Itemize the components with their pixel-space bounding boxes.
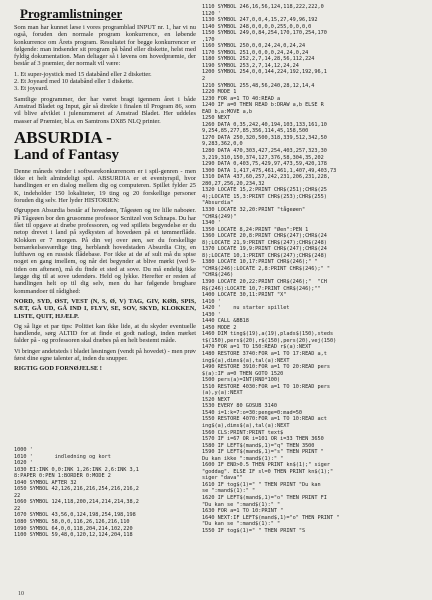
signoff-text: RIGTIG GOD FORNØJELSE ! <box>14 365 102 373</box>
code-line: 1640 NEXT:IF LEFT$(mand$,1)="o" THEN PRINT " <box>202 514 340 521</box>
code-line: 1020 ' <box>14 460 33 467</box>
code-line: 1220 MODE 1 <box>202 89 237 96</box>
code-line: "CHR$(246) <box>202 272 234 279</box>
code-line: 9,254,85,277,85,356,114,45,158,500 <box>202 128 309 135</box>
code-line: 22 <box>14 492 21 499</box>
code-line: 1180 SYMBOL 252,2,7,14,28,56,112,224 <box>202 56 315 63</box>
code-line: 1430 ' <box>202 311 221 318</box>
code-line: 1040 SYMBOL AFTER 32 <box>14 479 77 486</box>
code-line: 1250 NEXT <box>202 115 231 122</box>
code-line: 1410 ' <box>202 298 221 305</box>
article-subtitle: Land of Fantasy <box>14 146 120 163</box>
code-line: 1550 RESTORE 4070:FOR a=1 TO 10:READ act <box>202 416 327 423</box>
code-line: Du kan ikke ":mand$(1):" " <box>202 455 284 462</box>
code-line: siger "dava"" <box>202 475 243 482</box>
code-line: 1290 DATA 0,403,75,429,97,473,59,420,178 <box>202 161 327 168</box>
code-line: 1320 LOCATE 15,2:PRINT CHR$(251);CHR$(25 <box>202 187 327 194</box>
code-line: se ":mand$(1):" " <box>202 488 256 495</box>
code-line: 280,27,256,20,234,32 <box>202 180 265 187</box>
code-line: 1200 SYMBOL 254,0,0,144,224,192,192,96,1 <box>202 69 327 76</box>
intro-article <box>14 24 196 125</box>
code-line: 1460 DIM ting$(19),a(19),plads$(150),steds <box>202 331 334 338</box>
code-line: 1390 LOCATE 20,22:PRINT CHR$(246);" "CH <box>202 278 327 285</box>
code-line: 1050 SYMBOL 42,126,216,216,254,216,216,2 <box>14 486 139 493</box>
code-line: "Absurdia" <box>202 200 234 207</box>
code-line: 1000 ' <box>14 447 33 453</box>
code-line: 1070 SYMBOL 43,56,0,124,198,254,198,198 <box>14 512 136 519</box>
code-line: 1560 CLS:PRINT:PRINT text$ <box>202 429 284 436</box>
code-line: 1010 ' indledning og kort <box>14 453 111 460</box>
prize-item-1: 1. Et super-joystick med 15 databånd eller 2 disketter. <box>14 70 152 78</box>
code-line: "goddag". ELSE IF sl=0 THEN PRINT kn$(1);" <box>202 468 334 475</box>
code-line: 1480 RESTORE 3740:FOR a=1 TO 17:READ a,t <box>202 350 327 357</box>
code-line: "CHR$(246):LOCATE 2,8:PRINT CHR$(246);" " <box>202 265 331 272</box>
code-line: 1210 SYMBOL 255,48,56,240,28,12,14,4 <box>202 82 315 89</box>
code-line: R$(246):LOCATE 10,7:PRINT CHR$(246);"" <box>202 285 321 292</box>
code-line: 1270 DATA 250,320,500,318,339,512,342,50 <box>202 134 327 141</box>
code-line: 1030 EI:INK 0,0:INK 1,26:INK 2,6:INK 3,1 <box>14 466 139 473</box>
code-line: 1140 SYMBOL 248,0,0,0,0,255,0,0,0,0 <box>202 23 312 30</box>
code-line: "Du kan se ":mand$(1):" " <box>202 521 281 528</box>
code-line: 1490 RESTORE 3910:FOR a=1 TO 20:READ pers <box>202 364 331 371</box>
left-column <box>14 6 196 376</box>
code-line: 1500 pers(a)=INT(RND*100) <box>202 377 281 384</box>
code-line: 1420 ' nu starter spillet <box>202 305 290 312</box>
code-line: 1080 SYMBOL 58,0,0,116,26,126,216,110 <box>14 519 130 526</box>
code-line: 1630 FOR a=1 TO 10:PRINT " <box>202 508 284 515</box>
code-line: $(a):IF a=0 THEN GOTO 1520 <box>202 370 284 377</box>
prize-item-3: 3. Et joyeard. <box>14 85 49 93</box>
code-line: 1170 SYMBOL 251,0,0,0,0,24,24,0,24 <box>202 49 309 56</box>
code-line: 8);LOCATE 21,9:PRINT CHR$(247);CHR$(248) <box>202 239 327 246</box>
page-number: 10 <box>18 591 24 597</box>
story-paragraph: Øgruppen Absurdia består af hovedøen, Tågeøen og tre lille naboøer. På Tågeøen bor den grusomme professor Scnitzel von Schnaps. Du har fået til opgave at dræbe professoren, og ved spillets begyndelse er du netop drevet i land på sydkysten af hovedøen på et tømmerflåde. Klokken er 7 morgen. På din vej over øen, ser du forskellige bemærkelsesværdige ting, herblandt hovedstaden Absurdia City, en lufthavn og en russisk flådebase. For ikke at dø af sult må du spise noget en gang imellem, og når det begynder at blive mørkt (ved 9-tiden om aftenen), må du finde et sted at sove. Du må endelig ikke lægge dig til at sove udendørs. Held og lykke. Herefter er resten af handlingen helt op til dig selv, men du har følgende brugbare kommandoer til rådighed: <box>14 207 196 295</box>
code-line: 9,283,362,0,0 <box>202 141 243 148</box>
prize-list <box>14 71 196 93</box>
winner-paragraph: Denne måneds vinder i softwarekonkurrencen er i spil-genren - men ikke et helt almindeligt spil. ABSURDIA er et eventyrspil, hvor handlingen er en dialog mellem dig og computeren. Spillet fylder 25 K, indeholder 150 lokaliteter, 19 ting og 20 forskellige personer foruden dig selv. Her lyder HISTORIEN: <box>14 167 196 205</box>
code-line: 1400 LOCATE 30,11:PRINT "X" <box>202 292 287 299</box>
code-line: 1280 DATA 470,303,427,254,403,257,323,30 <box>202 148 327 155</box>
code-line: 1540 i=1:k=7:o=30:penge=0:mad=50 <box>202 409 302 416</box>
code-line: 1230 FOR a=1 TO 40:READ a <box>202 95 281 102</box>
code-line: 2 <box>202 76 206 83</box>
code-line: 1060 SYMBOL 124,118,200,214,214,214,38,2 <box>14 499 139 506</box>
prize-item-2: 2. Et Joyeard med 10 databånd eller 1 diskette. <box>14 78 134 86</box>
code-line: 1110 SYMBOL 246,16,56,124,118,222,222,0 <box>202 4 324 10</box>
code-line: 1310 DATA 437,60,257,242,231,206,231,228, <box>202 174 331 181</box>
section-heading-programlistninger: Programlistninger <box>20 6 123 21</box>
right-code-listing <box>202 4 426 534</box>
code-line: 1550 IF tog$(1)=" " THEN PRINT "S <box>202 527 306 534</box>
code-line: 1160 SYMBOL 250,0,0,24,24,0,24,24 <box>202 43 306 50</box>
code-line: 1130 SYMBOL 247,0,0,4,15,27,49,96,192 <box>202 17 318 24</box>
code-line: 1350 LOCATE 8,24:PRINT "Øen":PEN 1 <box>202 226 309 233</box>
code-line: ,170 <box>202 36 215 43</box>
code-line: 1380 LOCATE 10,17:PRINT CHR$(246);" " <box>202 259 318 266</box>
code-line: 1260 DATA 0,35,242,40,194,103,133,161,10 <box>202 121 327 128</box>
code-line: 1530 EVERY 80 GOSUB 3140 <box>202 403 277 410</box>
code-line: 1520 NEXT <box>202 396 231 403</box>
code-line: 1440 CALL &BB18 <box>202 318 249 325</box>
code-line: 3,219,310,150,374,127,376,58,304,35,202 <box>202 154 324 161</box>
code-line: 1100 SYMBOL 59,48,0,120,12,124,204,118 <box>14 532 133 539</box>
code-line: EAD b,a:MOVE a,b <box>202 108 252 115</box>
code-line: 1470 FOR a=1 TO 150:READ r$(a):NEXT <box>202 344 312 351</box>
code-line: 4);LOCATE 15,3:PRINT CHR$(253);CHR$(255) <box>202 193 327 200</box>
absurdia-article <box>14 168 196 373</box>
code-line: 8:PAPER 0:PEN 1:BORDER 0:MODE 2 <box>14 473 111 480</box>
code-line: 1300 DATA 1,417,475,461,461,1,407,49,403,73 <box>202 167 337 174</box>
commands-paragraph: NORD, SYD, ØST, VEST (N, S, Ø, V) TAG, GIV, KØB, SPIS, SÆT, GÅ UD, GÅ IND I, FLYV, SE, SOV, SKYD, KLOKKEN, LISTE, QUIT, HJÆLP. <box>14 297 196 320</box>
code-line: 1340 ' <box>202 220 221 227</box>
code-line: ing$(a),dims$(a),tal(a):NEXT <box>202 357 290 364</box>
code-line: 1150 SYMBOL 249,0,84,254,170,170,254,170 <box>202 30 327 37</box>
code-line: (a),y(a):NEXT <box>202 390 243 397</box>
code-line: 1580 IF LEFT$(mand$,1)="q" THEN 3500 <box>202 442 315 449</box>
code-line: 8);LOCATE 10,1:PRINT CHR$(247);CHR$(248) <box>202 252 327 259</box>
code-line: 1120 ' <box>202 10 221 17</box>
code-line: 1370 LOCATE 19,9:PRINT CHR$(247);CHR$(24 <box>202 246 327 253</box>
solution-paragraph: Vi bringer andetsteds i bladet løsningen (vendt på hovedet) - men prøv først dine egne talenter af, inden du snupper. <box>14 347 196 362</box>
code-line: 1600 IF END>0.5 THEN PRINT kn$(1);" siger <box>202 462 331 469</box>
left-code-listing <box>14 447 196 539</box>
code-line: 1510 RESTORE 4030:FOR a=1 TO 10:READ pers <box>202 383 331 390</box>
tips-paragraph: Og så lige et par tips: Politiet kan ikke lide, at du skyder eventuelle handlende, sørg ALTID for at finde et godt natlogi, inden mørket falder på - og professoren skal dræbes på en helt bestemt måde. <box>14 322 196 345</box>
code-line: 1190 SYMBOL 253,2,7,14,12,24,24 <box>202 62 299 69</box>
finale-paragraph: Samtlige programmer, der har været bragt igennem året i både Amstrad Bladet og Input, går så direkte i finalen til Program 86, som vil blive afviklet i julenummeret af Amstrad Bladet. Her uddeles masser af Præmier, bl.a. en Samtrons DX85 NLQ printer. <box>14 95 196 125</box>
code-line: 1610 IF tog$(1)=" " THEN PRINT "Du kan <box>202 481 321 488</box>
code-line: 1090 SYMBOL 64,0,0,118,204,214,102,220 <box>14 525 133 532</box>
code-line: t$(150),pers$(20),r$(150),pers(20),vej(150) <box>202 337 337 344</box>
code-line: 1450 MODE 2 <box>202 324 237 331</box>
code-line: 1330 LOCATE 32,20:PRINT "tågeøen" <box>202 206 306 213</box>
intro-paragraph: Som man har kunnet læse i vores programblad INPUT nr. 1, har vi nu også, foruden den normale program konkurrence, en løbende konkurrence om Årets program. Resultatet for begge konkurrencer er følgende: man indsender sit program på bånd eller diskette, helst med fyldig dokumentation. Man deltager så i løvens om hovedpræmie, der består af 3 præmier, der normalt vil være: <box>14 24 196 68</box>
code-line: 1240 IF a=0 THEN READ b:DRAW a,b ELSE R <box>202 102 324 109</box>
code-line: 1360 LOCATE 20,8:PRINT CHR$(247);CHR$(24 <box>202 233 327 240</box>
code-line: "Du kan se ":mand$(1):" " <box>202 501 281 508</box>
code-line: "CHR$(249)" <box>202 213 237 220</box>
code-line: 1590 IF LEFT$(mand$,1)="s" THEN PRINT " <box>202 449 324 456</box>
code-line: 1620 IF LEFT$(mand$,1)="o" THEN PRINT FI <box>202 495 327 502</box>
code-line: 1570 IF i=67 OR i=101 OR i=33 THEN 3650 <box>202 436 324 443</box>
code-line: ing$(a),dims$(a),tal(a):NEXT <box>202 423 290 429</box>
article-title: ABSURDIA - <box>14 127 112 147</box>
code-line: 22 <box>14 505 21 512</box>
